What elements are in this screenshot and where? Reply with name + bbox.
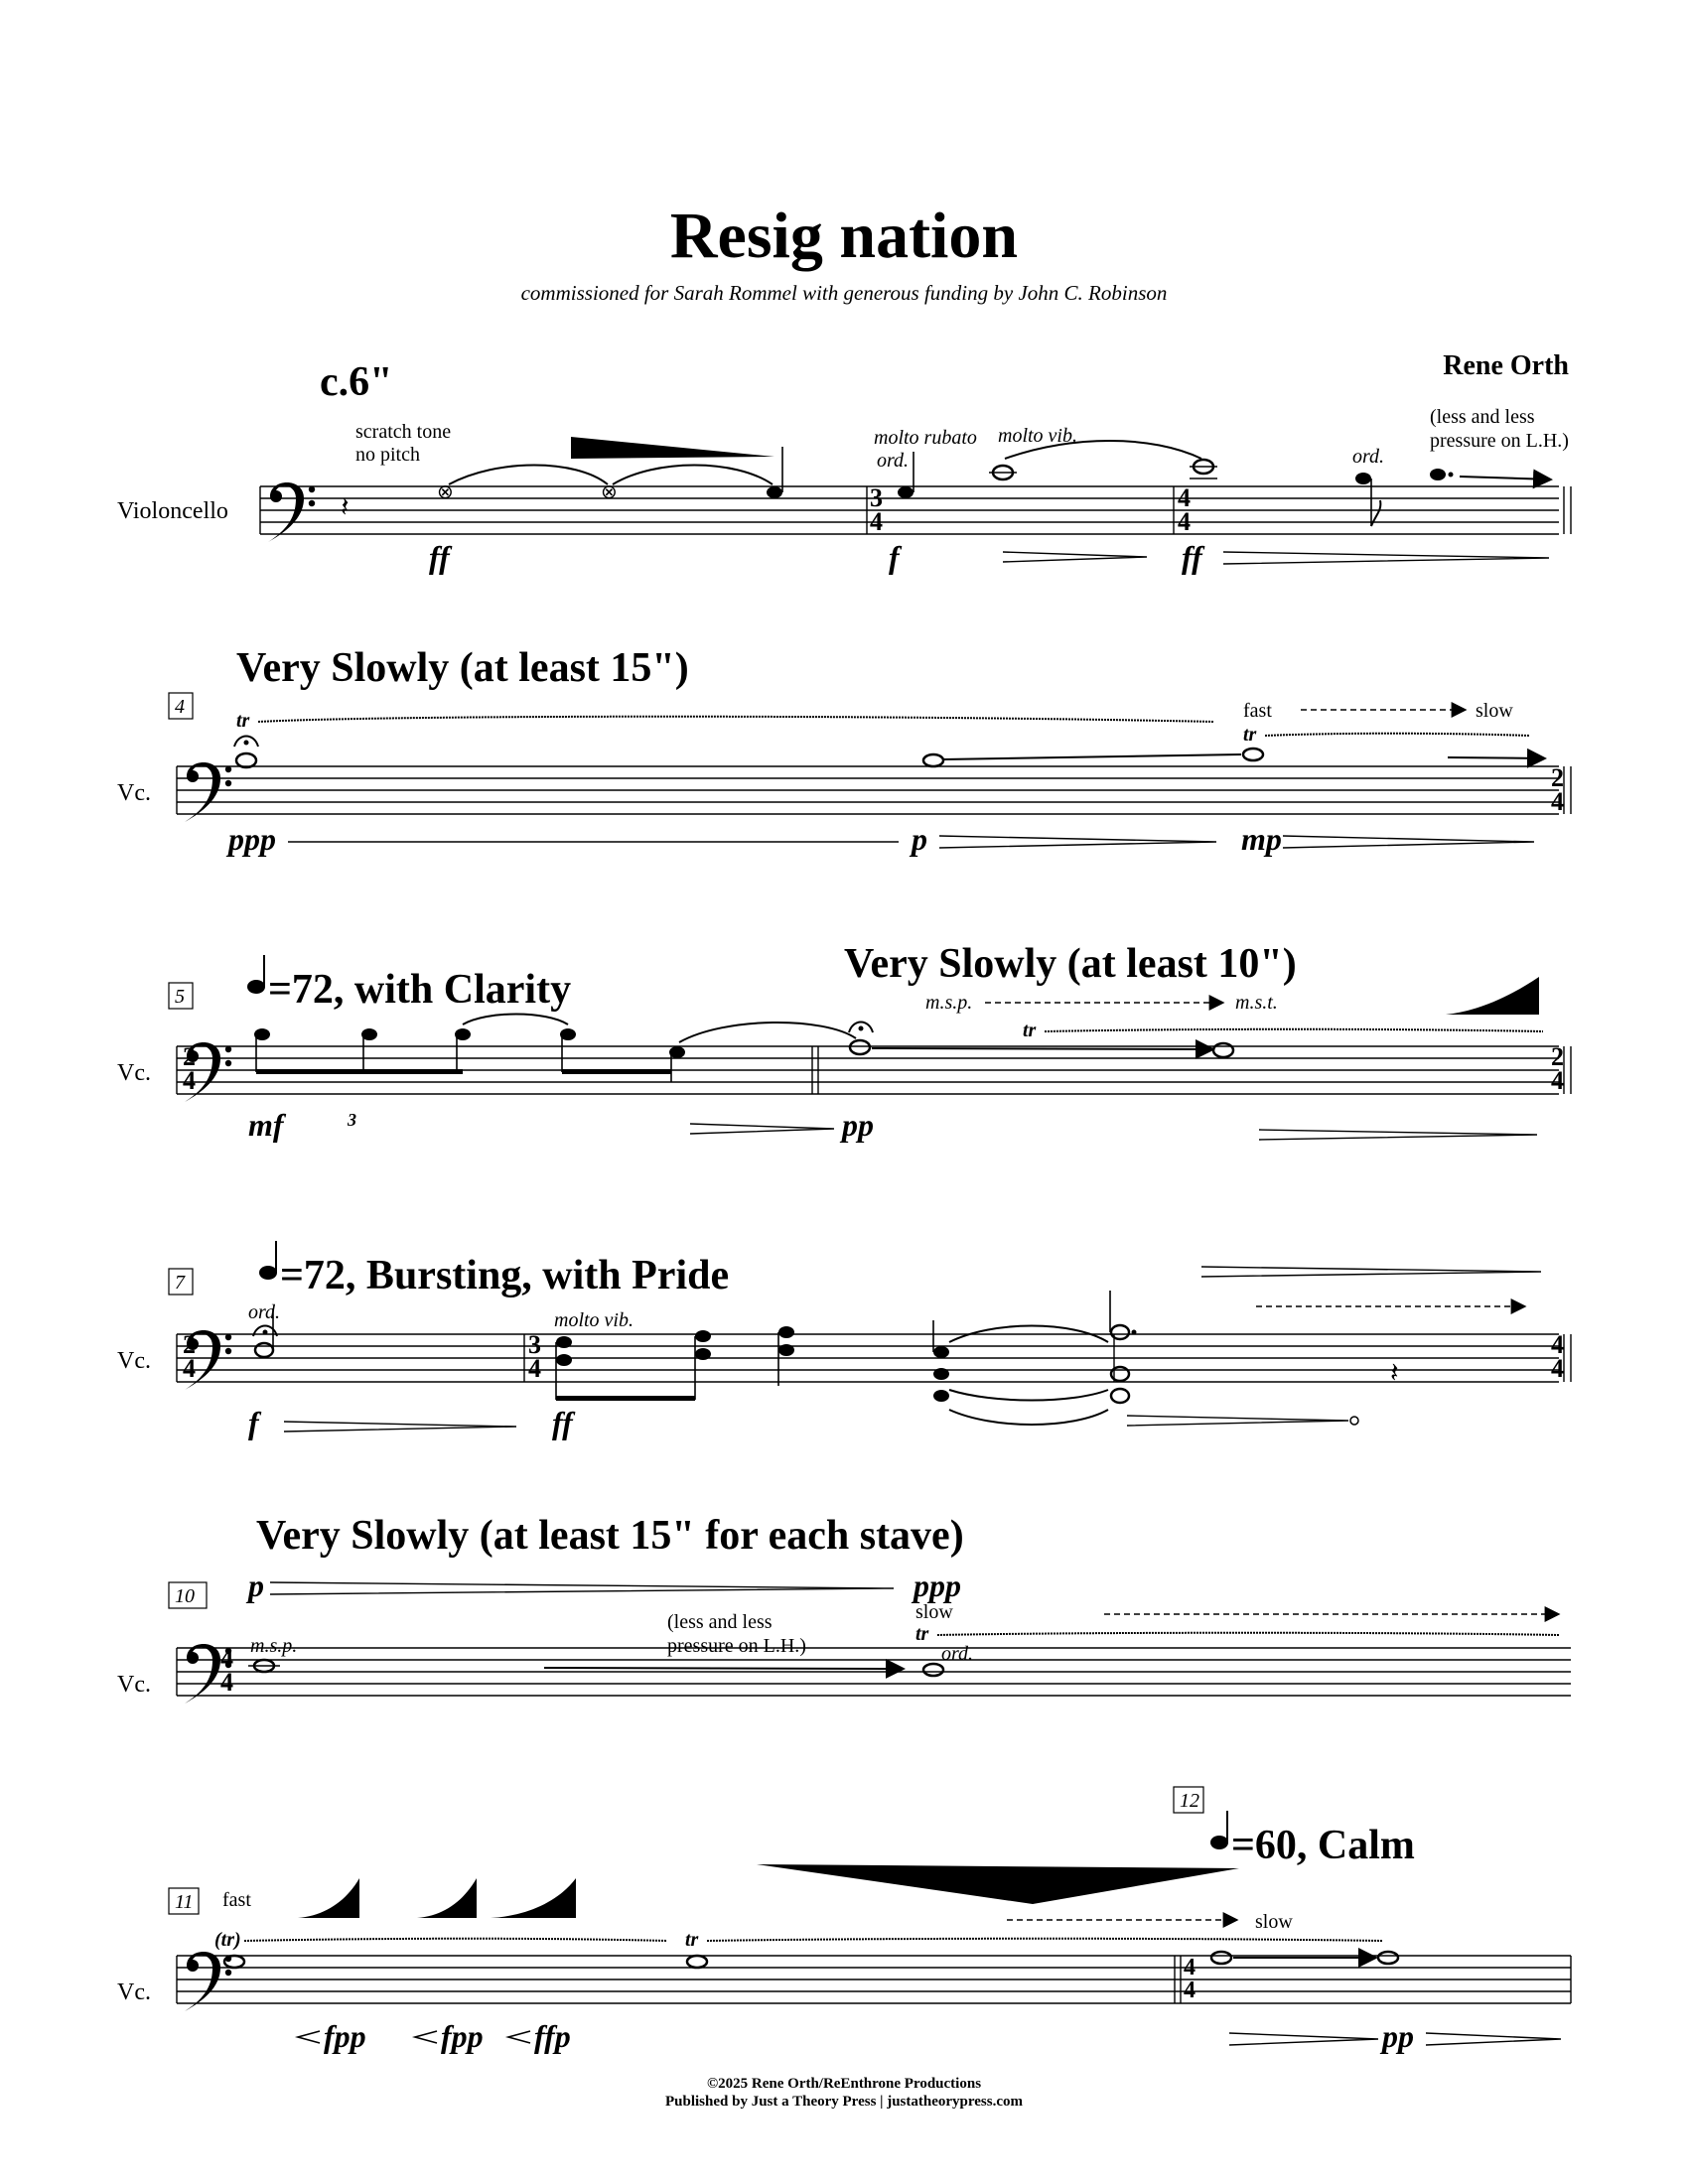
instrument-name: Vc. bbox=[117, 780, 151, 806]
dynamic-marking: mf bbox=[248, 1107, 284, 1143]
tie bbox=[679, 1023, 856, 1042]
piece-subtitle: commissioned for Sarah Rommel with generous funding by John C. Robinson bbox=[520, 281, 1168, 305]
copyright-notice bbox=[0, 2075, 1688, 2111]
notehead bbox=[695, 1330, 711, 1342]
gliss-line bbox=[943, 754, 1241, 759]
notehead bbox=[933, 1368, 949, 1380]
gliss-arrow bbox=[1460, 477, 1551, 479]
notehead bbox=[1430, 469, 1446, 480]
system-4 bbox=[117, 1241, 1571, 1440]
composer-name: Rene Orth bbox=[1443, 350, 1569, 381]
system-3 bbox=[117, 941, 1571, 1143]
instrument-name: Vc. bbox=[117, 1672, 151, 1698]
technique-text: no pitch bbox=[355, 444, 420, 466]
tie bbox=[449, 466, 608, 485]
trill-symbol: tr bbox=[1243, 724, 1257, 746]
tie bbox=[949, 1410, 1108, 1425]
tempo-note-icon bbox=[1210, 1836, 1228, 1849]
gliss-arrow bbox=[1448, 757, 1545, 758]
dynamic-marking: ff bbox=[429, 539, 450, 575]
expression-text: m.s.p. bbox=[925, 992, 973, 1014]
hairpin bbox=[508, 2031, 530, 2043]
tempo-marking: =72, Bursting, with Pride bbox=[280, 1253, 730, 1298]
technique-text: (less and less bbox=[1430, 406, 1535, 428]
technique-text: fast bbox=[222, 1889, 251, 1911]
notehead bbox=[1355, 473, 1371, 484]
system-2 bbox=[117, 645, 1571, 857]
notehead bbox=[778, 1344, 794, 1356]
gliss-arrow bbox=[544, 1668, 904, 1669]
time-signature-bottom: 4 bbox=[183, 1354, 196, 1383]
gliss-arrow bbox=[872, 1048, 1213, 1049]
crescendo-wedge bbox=[491, 1878, 576, 1918]
hairpin bbox=[690, 1124, 834, 1134]
notehead-x-icon: ⊗ bbox=[601, 481, 618, 503]
expression-text: ord. bbox=[248, 1301, 281, 1323]
instrument-name: Violoncello bbox=[117, 498, 228, 524]
trill-line bbox=[937, 1633, 1559, 1635]
technique-text: pressure on L.H.) bbox=[667, 1635, 806, 1657]
time-signature-bottom: 4 bbox=[220, 1668, 233, 1697]
measure-number: 4 bbox=[175, 696, 185, 718]
harmonic-notehead bbox=[1213, 1043, 1233, 1057]
harmonic-notehead bbox=[1243, 749, 1263, 760]
measure-number: 11 bbox=[175, 1891, 194, 1913]
hairpin bbox=[270, 1582, 894, 1594]
time-signature-top: 4 bbox=[1184, 1955, 1196, 1980]
hairpin bbox=[1223, 552, 1549, 564]
time-signature-top: 4 bbox=[220, 1644, 233, 1673]
hairpin bbox=[1201, 1267, 1541, 1277]
expression-text: molto vib. bbox=[554, 1309, 633, 1331]
time-signature-top: 3 bbox=[528, 1330, 541, 1359]
trill-line bbox=[244, 1939, 667, 1941]
time-signature-bottom: 4 bbox=[1551, 1354, 1564, 1383]
dynamic-marking: mp bbox=[1241, 821, 1282, 857]
staff-lines bbox=[177, 1648, 1571, 1696]
hairpin bbox=[1229, 2033, 1378, 2045]
hairpin bbox=[1127, 1416, 1348, 1426]
system-6 bbox=[117, 1787, 1571, 2054]
dynamic-marking: pp bbox=[842, 1107, 874, 1143]
expression-text: molto rubato bbox=[874, 427, 977, 449]
hairpin bbox=[1003, 552, 1147, 562]
staff-lines bbox=[260, 486, 1571, 534]
dynamic-marking: f bbox=[889, 539, 900, 575]
time-signature-bottom: 4 bbox=[1178, 507, 1191, 536]
harmonic-notehead bbox=[1211, 1952, 1231, 1964]
technique-text: (less and less bbox=[667, 1611, 773, 1633]
notehead bbox=[1111, 1325, 1129, 1339]
rest-icon: 𝄽 bbox=[1390, 1358, 1399, 1389]
niente-circle bbox=[1350, 1417, 1358, 1425]
notehead bbox=[898, 486, 914, 498]
trill-symbol: tr bbox=[685, 1929, 699, 1951]
notehead bbox=[556, 1354, 572, 1366]
trill-line bbox=[1265, 734, 1529, 736]
harmonic-notehead bbox=[850, 1040, 870, 1054]
notehead bbox=[933, 1346, 949, 1358]
dynamic-marking: f bbox=[248, 1405, 259, 1440]
measure-number: 7 bbox=[175, 1272, 185, 1294]
tempo-marking: =72, with Clarity bbox=[268, 967, 572, 1013]
time-signature-bottom: 4 bbox=[1184, 1978, 1196, 2003]
tempo-marking: =60, Calm bbox=[1231, 1823, 1415, 1868]
time-signature-top: 2 bbox=[1551, 1042, 1564, 1071]
bass-clef-icon bbox=[268, 482, 315, 542]
technique-text: slow bbox=[1255, 1911, 1293, 1933]
time-signature-bottom: 4 bbox=[528, 1354, 541, 1383]
dynamic-marking: fpp bbox=[324, 2018, 366, 2054]
instrument-name: Vc. bbox=[117, 1060, 151, 1086]
notehead bbox=[556, 1336, 572, 1348]
hairpin bbox=[284, 1422, 516, 1432]
expression-text: ord. bbox=[1352, 446, 1385, 468]
time-signature-top: 2 bbox=[183, 1330, 196, 1359]
dynamic-marking: ff bbox=[552, 1405, 573, 1440]
bass-clef-icon bbox=[185, 762, 231, 822]
hairpin bbox=[1283, 836, 1534, 848]
crescendo-wedge bbox=[571, 437, 774, 459]
time-signature-top: 4 bbox=[1551, 1330, 1564, 1359]
time-signature-top: 2 bbox=[183, 1042, 196, 1071]
harmonic-notehead bbox=[923, 754, 943, 766]
tempo-marking: Very Slowly (at least 15") bbox=[236, 645, 689, 691]
measure-number: 12 bbox=[1180, 1790, 1199, 1812]
trill-line bbox=[1045, 1029, 1543, 1031]
tempo-marking: c.6" bbox=[320, 359, 393, 405]
tie bbox=[949, 1390, 1108, 1401]
trill-symbol: (tr) bbox=[214, 1929, 241, 1951]
dynamic-marking: ff bbox=[1182, 539, 1202, 575]
dynamic-marking: ffp bbox=[534, 2018, 571, 2054]
dynamic-marking: p bbox=[912, 821, 927, 857]
expression-text: ord. bbox=[877, 450, 910, 472]
dynamic-marking: ppp bbox=[228, 821, 276, 857]
notehead bbox=[767, 486, 782, 498]
technique-text: pressure on L.H.) bbox=[1430, 430, 1569, 452]
measure-number: 5 bbox=[175, 986, 185, 1008]
dynamic-marking: ppp bbox=[914, 1568, 961, 1603]
time-signature-top: 4 bbox=[1178, 483, 1191, 512]
system-5 bbox=[117, 1513, 1571, 1704]
time-signature-top: 2 bbox=[1551, 763, 1564, 792]
instrument-name: Vc. bbox=[117, 1348, 151, 1374]
harmonic-notehead bbox=[236, 753, 256, 767]
dynamic-marking: fpp bbox=[441, 2018, 484, 2054]
technique-text: slow bbox=[1476, 700, 1513, 722]
hairpin bbox=[939, 836, 1216, 848]
technique-text: slow bbox=[915, 1601, 953, 1623]
staff-lines bbox=[177, 1956, 1571, 2003]
technique-text: fast bbox=[1243, 700, 1272, 722]
trill-symbol: tr bbox=[236, 710, 250, 732]
tie bbox=[613, 466, 773, 485]
technique-text: scratch tone bbox=[355, 421, 452, 443]
tie bbox=[463, 1015, 568, 1025]
expression-text: m.s.p. bbox=[250, 1635, 298, 1657]
expression-text: m.s.t. bbox=[1235, 992, 1278, 1014]
rest-icon: 𝄽 bbox=[341, 492, 350, 523]
expression-text: ord. bbox=[941, 1643, 974, 1665]
tempo-marking: Very Slowly (at least 10") bbox=[844, 941, 1297, 987]
tempo-note-icon bbox=[247, 980, 265, 994]
notehead bbox=[933, 1390, 949, 1402]
copyright-line: ©2025 Rene Orth/ReEnthrone Productions bbox=[706, 2076, 982, 2092]
harmonic-notehead bbox=[1378, 1952, 1398, 1964]
trill-symbol: tr bbox=[1023, 1020, 1037, 1041]
crescendo-wedge bbox=[298, 1878, 359, 1918]
notehead bbox=[695, 1348, 711, 1360]
tuplet-number: 3 bbox=[348, 1110, 356, 1130]
tempo-note-icon bbox=[259, 1266, 277, 1280]
dynamic-wedge bbox=[757, 1864, 1239, 1904]
time-signature-bottom: 4 bbox=[1551, 787, 1564, 816]
notehead bbox=[778, 1326, 794, 1338]
notehead bbox=[255, 1343, 273, 1357]
system-1 bbox=[117, 359, 1571, 575]
crescendo-wedge bbox=[1446, 977, 1539, 1015]
time-signature-top: 3 bbox=[870, 483, 883, 512]
dynamic-marking: p bbox=[248, 1568, 264, 1603]
beam bbox=[562, 1069, 671, 1074]
measure-number: 10 bbox=[175, 1585, 195, 1607]
trill-line bbox=[258, 717, 1213, 722]
trill-symbol: tr bbox=[915, 1623, 929, 1645]
notehead-x-icon: ⊗ bbox=[437, 481, 454, 503]
instrument-name: Vc. bbox=[117, 1979, 151, 2005]
time-signature-bottom: 4 bbox=[1551, 1066, 1564, 1095]
time-signature-bottom: 4 bbox=[870, 507, 883, 536]
hairpin bbox=[1259, 1130, 1537, 1140]
beam bbox=[556, 1396, 695, 1401]
crescendo-wedge bbox=[417, 1878, 477, 1918]
piece-title: Resig nation bbox=[669, 200, 1019, 272]
staff-lines bbox=[177, 1334, 1571, 1382]
beam bbox=[256, 1069, 463, 1074]
dynamic-marking: pp bbox=[1382, 2018, 1414, 2054]
staff-lines bbox=[177, 766, 1559, 814]
tempo-marking: Very Slowly (at least 15" for each stave) bbox=[256, 1513, 964, 1559]
harmonic-notehead bbox=[923, 1664, 943, 1676]
time-signature-bottom: 4 bbox=[183, 1066, 196, 1095]
publisher-line: Published by Just a Theory Press | justatheorypress.com bbox=[665, 2094, 1023, 2110]
notehead bbox=[1111, 1389, 1129, 1403]
hairpin bbox=[298, 2031, 320, 2043]
expression-text: molto vib. bbox=[998, 425, 1077, 447]
trill-line bbox=[707, 1939, 1382, 1941]
hairpin bbox=[415, 2031, 437, 2043]
hairpin bbox=[1426, 2033, 1561, 2045]
harmonic-notehead bbox=[687, 1956, 707, 1968]
